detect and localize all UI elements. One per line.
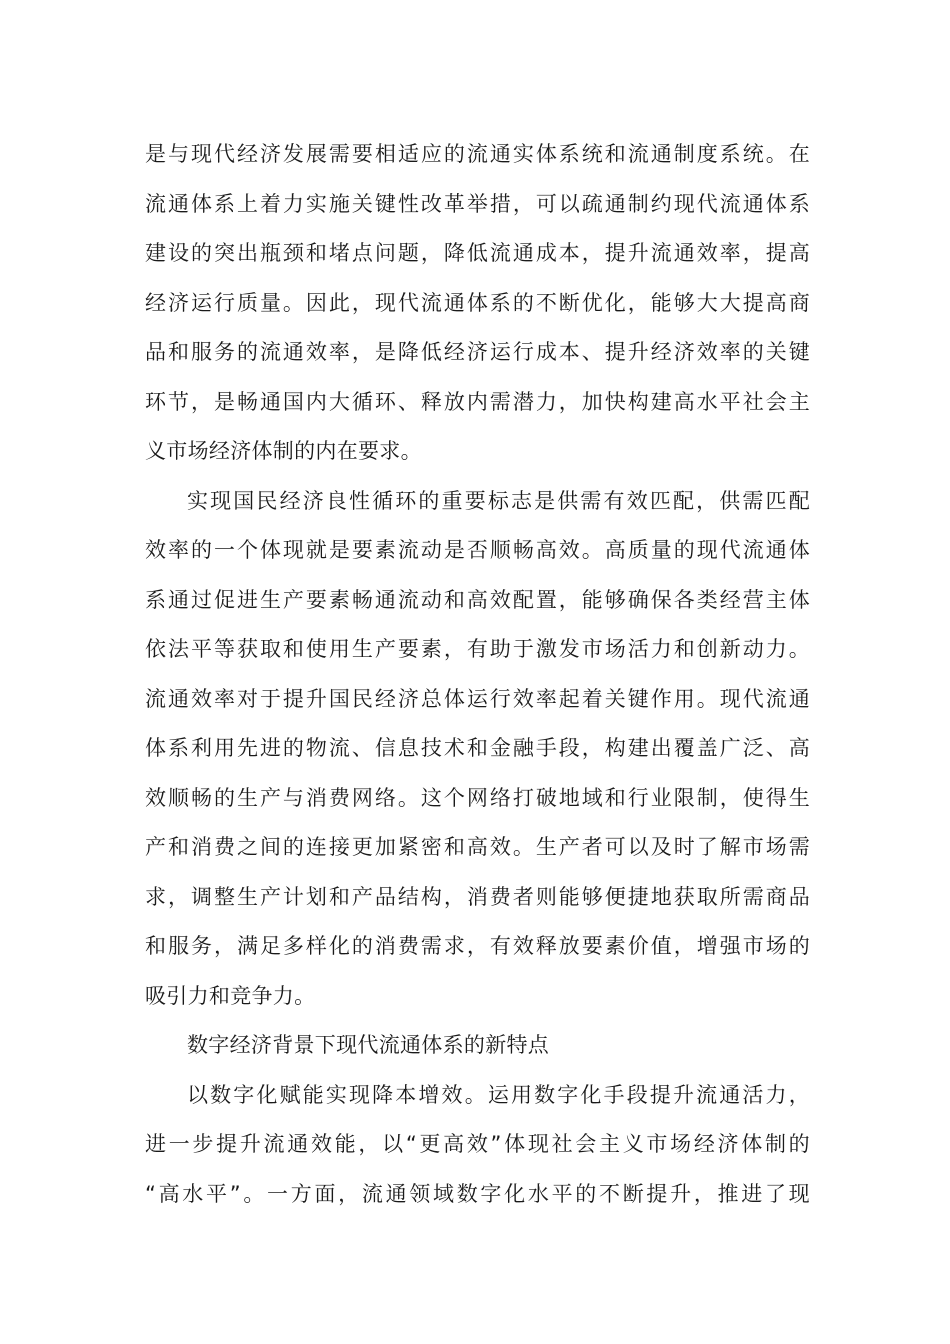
paragraph-2-line-10: 和服务，满足多样化的消费需求，有效释放要素价值，增强市场的 bbox=[145, 934, 810, 958]
paragraph-2-line-2: 效率的一个体现就是要素流动是否顺畅高效。高质量的现代流通体 bbox=[145, 538, 810, 562]
paragraph-2-line-5: 流通效率对于提升国民经济总体运行效率起着关键作用。现代流通 bbox=[145, 686, 810, 711]
paragraph-2-line-3: 系通过促进生产要素畅通流动和高效配置，能够确保各类经营主体 bbox=[145, 587, 810, 612]
body-text bbox=[145, 130, 810, 1219]
paragraph-3-line-2: 进一步提升流通效能，以“更高效”体现社会主义市场经济体制的 bbox=[145, 1132, 810, 1156]
paragraph-2-line-1: 实现国民经济良性循环的重要标志是供需有效匹配，供需匹配 bbox=[187, 488, 810, 513]
paragraph-1-line-1: 是与现代经济发展需要相适应的流通实体系统和流通制度系统。在 bbox=[145, 142, 810, 166]
paragraph-2-line-8: 产和消费之间的连接更加紧密和高效。生产者可以及时了解市场需 bbox=[145, 835, 810, 859]
paragraph-1-line-5: 品和服务的流通效率，是降低经济运行成本、提升经济效率的关键 bbox=[145, 340, 810, 364]
paragraph-2-line-9: 求，调整生产计划和产品结构，消费者则能够便捷地获取所需商品 bbox=[145, 884, 810, 909]
paragraph-1-line-4: 经济运行质量。因此，现代流通体系的不断优化，能够大大提高商 bbox=[145, 290, 810, 315]
paragraph-3-line-1: 以数字化赋能实现降本增效。运用数字化手段提升流通活力， bbox=[187, 1082, 810, 1107]
paragraph-2-line-6: 体系利用先进的物流、信息技术和金融手段，构建出覆盖广泛、高 bbox=[145, 736, 810, 760]
paragraph-1-line-7: 义市场经济体制的内在要求。 bbox=[145, 439, 422, 463]
paragraph-3-line-3: “高水平”。一方面，流通领域数字化水平的不断提升，推进了现 bbox=[145, 1181, 810, 1206]
paragraph-1-line-2: 流通体系上着力实施关键性改革举措，可以疏通制约现代流通体系 bbox=[145, 191, 810, 216]
paragraph-2-line-11: 吸引力和竞争力。 bbox=[145, 983, 316, 1008]
paragraph-1-line-6: 环节，是畅通国内大循环、释放内需潜力，加快构建高水平社会主 bbox=[145, 389, 810, 414]
paragraph-2-line-4: 依法平等获取和使用生产要素，有助于激发市场活力和创新动力。 bbox=[145, 637, 810, 661]
paragraph-1-line-3: 建设的突出瓶颈和堵点问题，降低流通成本，提升流通效率，提高 bbox=[145, 241, 810, 265]
paragraph-2-line-7: 效顺畅的生产与消费网络。这个网络打破地域和行业限制，使得生 bbox=[145, 785, 810, 810]
section-heading: 数字经济背景下现代流通体系的新特点 bbox=[187, 1033, 550, 1057]
